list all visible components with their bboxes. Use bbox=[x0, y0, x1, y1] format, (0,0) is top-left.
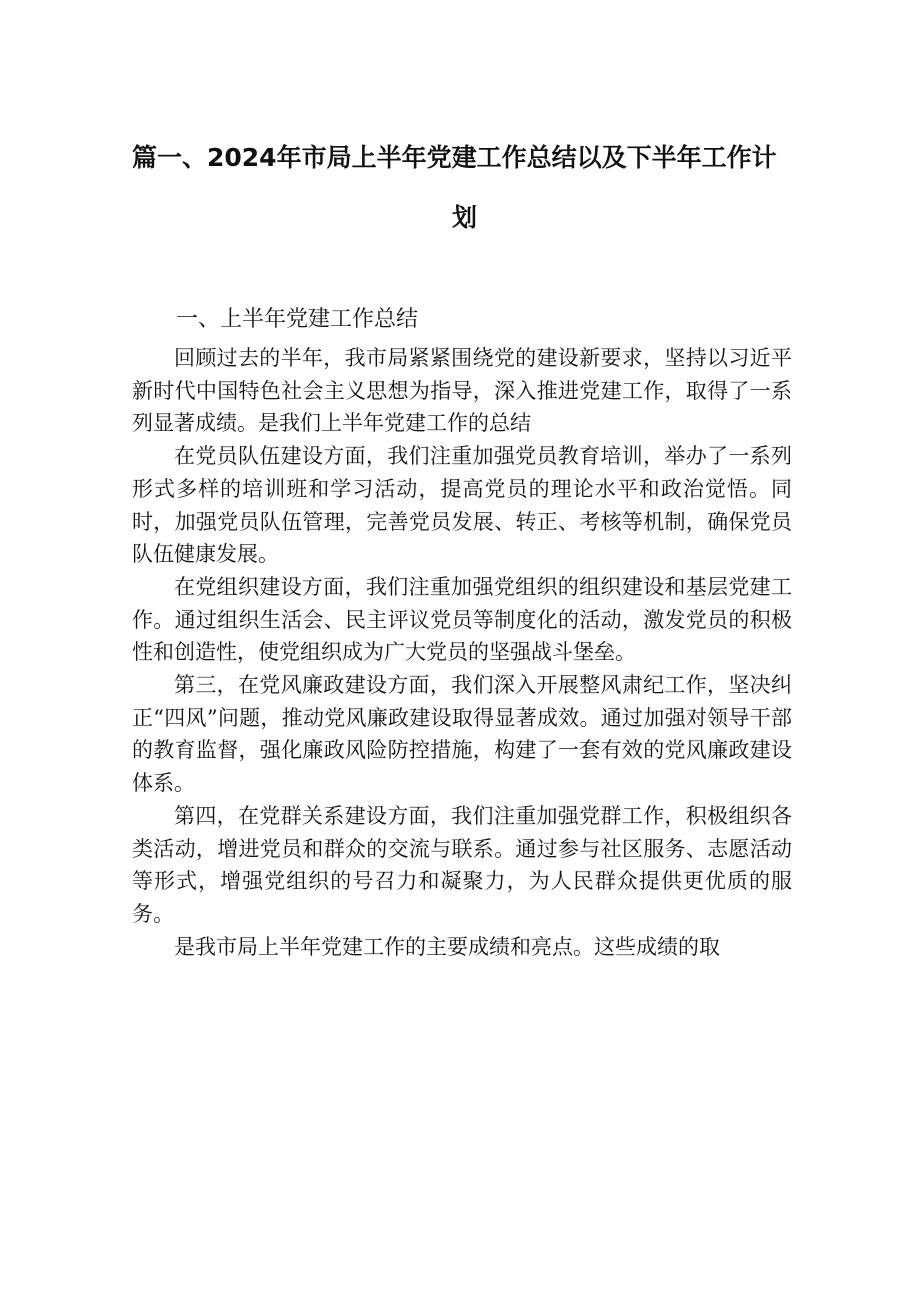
paragraph-summary: 是我市局上半年党建工作的主要成绩和亮点。这些成绩的取 bbox=[174, 934, 720, 959]
paragraph-member-team: 在党员队伍建设方面，我们注重加强党员教育培训，举办了一系列形式多样的培训班和学习活动，提高党员的理论水平和政治觉悟。同时，加强党员队伍管理，完善党员发展、转正、考核等机制，确保党员队伍健康发展。 bbox=[132, 444, 792, 567]
paragraph-organization: 在党组织建设方面，我们注重加强党组织的组织建设和基层党建工作。通过组织生活会、民主评议党员等制度化的活动，激发党员的积极性和创造性，使党组织成为广大党员的坚强战斗堡垒。 bbox=[132, 574, 792, 665]
document-title-line-1: 篇一、2024年市局上半年党建工作总结以及下半年工作计 bbox=[132, 143, 777, 172]
document-body bbox=[132, 342, 792, 963]
section-heading: 一、上半年党建工作总结 bbox=[176, 307, 419, 332]
paragraph-masses-relations: 第四，在党群关系建设方面，我们注重加强党群工作，积极组织各类活动，增进党员和群众的交流与联系。通过参与社区服务、志愿活动等形式，增强党组织的号召力和凝聚力，为人民群众提供更优质的服务。 bbox=[132, 803, 792, 926]
document-title-line-2: 划 bbox=[452, 203, 478, 232]
paragraph-review: 回顾过去的半年，我市局紧紧围绕党的建设新要求，坚持以习近平新时代中国特色社会主义思想为指导，深入推进党建工作，取得了一系列显著成绩。是我们上半年党建工作的总结 bbox=[132, 346, 792, 436]
paragraph-integrity: 第三，在党风廉政建设方面，我们深入开展整风肃纪工作，坚决纠正“四风”问题，推动党风廉政建设取得显著成效。通过加强对领导干部的教育监督，强化廉政风险防控措施，构建了一套有效的党风廉政建设体系。 bbox=[132, 673, 792, 796]
